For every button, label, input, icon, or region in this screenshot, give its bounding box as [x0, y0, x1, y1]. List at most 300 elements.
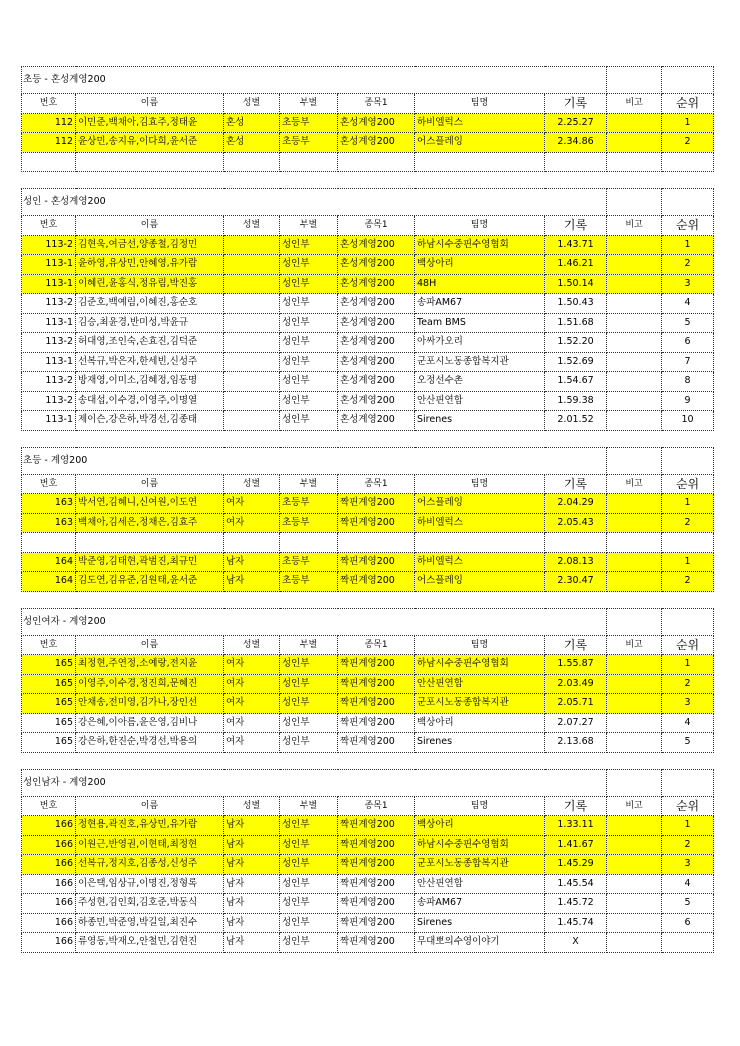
result-row [22, 855, 714, 875]
division-cell: 초등부 [280, 513, 338, 533]
result-row [22, 816, 714, 836]
note-cell [607, 255, 662, 275]
result-row [22, 913, 714, 933]
record-cell: 1.50.43 [545, 294, 607, 314]
empty-cell [338, 533, 415, 553]
team-cell: 안산핀연합 [415, 391, 545, 411]
name-cell: 선복규,정지호,김종성,신성주 [76, 855, 224, 875]
event-cell: 짝핀계영200 [338, 816, 415, 836]
division-cell: 초등부 [280, 572, 338, 592]
header-division: 부별 [280, 635, 338, 655]
team-cell: 백상아리 [415, 713, 545, 733]
event-cell: 짝핀계영200 [338, 655, 415, 675]
empty-cell [607, 608, 662, 635]
record-cell: 1.55.87 [545, 655, 607, 675]
note-cell [607, 235, 662, 255]
note-cell [607, 113, 662, 133]
team-cell: Sirenes [415, 913, 545, 933]
column-header-row [22, 796, 714, 816]
empty-cell [415, 533, 545, 553]
section-title-row [22, 189, 714, 216]
event-cell: 짝핀계영200 [338, 933, 415, 953]
gender-cell [224, 352, 280, 372]
name-cell: 이원근,반영권,이현태,최정현 [76, 835, 224, 855]
section-title: 성인 - 혼성계영200 [22, 189, 607, 216]
rank-cell: 3 [662, 274, 714, 294]
note-cell [607, 513, 662, 533]
event-cell: 혼성계영200 [338, 352, 415, 372]
name-cell: 김도연,김유준,김원태,윤서준 [76, 572, 224, 592]
empty-cell [607, 533, 662, 553]
name-cell: 이혜린,윤홍식,정유림,박진홍 [76, 274, 224, 294]
empty-cell [338, 152, 415, 172]
division-cell: 성인부 [280, 894, 338, 914]
no-cell: 113-2 [22, 372, 76, 392]
event-cell: 짝핀계영200 [338, 713, 415, 733]
empty-cell [280, 533, 338, 553]
section-gap [22, 172, 714, 189]
section-title: 초등 - 혼성계영200 [22, 67, 607, 94]
empty-cell [662, 67, 714, 94]
team-cell: 송파AM67 [415, 894, 545, 914]
rank-cell [662, 933, 714, 953]
header-team: 팀명 [415, 94, 545, 114]
result-row [22, 274, 714, 294]
gap-cell [22, 752, 714, 769]
team-cell: Team BMS [415, 313, 545, 333]
division-cell: 성인부 [280, 933, 338, 953]
record-cell: 2.13.68 [545, 733, 607, 753]
record-cell: 1.59.38 [545, 391, 607, 411]
event-cell: 혼성계영200 [338, 294, 415, 314]
name-cell: 강은하,한진순,박경선,박용의 [76, 733, 224, 753]
result-row [22, 835, 714, 855]
name-cell: 정현용,곽진호,유상민,유가람 [76, 816, 224, 836]
note-cell [607, 874, 662, 894]
team-cell: 오정선수촌 [415, 372, 545, 392]
result-row [22, 294, 714, 314]
header-rank: 순위 [662, 216, 714, 236]
result-row [22, 713, 714, 733]
gender-cell: 여자 [224, 733, 280, 753]
team-cell: 군포시노동종합복지관 [415, 855, 545, 875]
note-cell [607, 713, 662, 733]
header-name: 이름 [76, 94, 224, 114]
event-cell: 혼성계영200 [338, 133, 415, 153]
division-cell: 성인부 [280, 816, 338, 836]
division-cell: 초등부 [280, 494, 338, 514]
division-cell: 성인부 [280, 674, 338, 694]
rank-cell: 2 [662, 255, 714, 275]
header-no: 번호 [22, 796, 76, 816]
section-title: 성인여자 - 계영200 [22, 608, 607, 635]
team-cell: Sirenes [415, 733, 545, 753]
record-cell: 1.50.14 [545, 274, 607, 294]
no-cell: 166 [22, 874, 76, 894]
name-cell: 하종민,박준영,박길일,최진수 [76, 913, 224, 933]
record-cell: 2.01.52 [545, 411, 607, 431]
name-cell: 윤하영,유상민,안혜영,유가람 [76, 255, 224, 275]
name-cell: 강은혜,이아름,윤은영,김비나 [76, 713, 224, 733]
note-cell [607, 855, 662, 875]
division-cell: 성인부 [280, 694, 338, 714]
empty-cell [76, 533, 224, 553]
result-row [22, 133, 714, 153]
record-cell: 1.51.68 [545, 313, 607, 333]
name-cell: 안채송,전미영,김가나,장인선 [76, 694, 224, 714]
note-cell [607, 933, 662, 953]
rank-cell: 10 [662, 411, 714, 431]
result-row [22, 933, 714, 953]
no-cell: 165 [22, 733, 76, 753]
rank-cell: 4 [662, 294, 714, 314]
record-cell: 1.45.29 [545, 855, 607, 875]
empty-cell [280, 152, 338, 172]
division-cell: 성인부 [280, 274, 338, 294]
note-cell [607, 733, 662, 753]
column-header-row [22, 94, 714, 114]
no-cell: 113-2 [22, 391, 76, 411]
no-cell: 164 [22, 552, 76, 572]
section-gap [22, 591, 714, 608]
empty-cell [662, 447, 714, 474]
team-cell: 어스플레잉 [415, 572, 545, 592]
name-cell: 이민준,백채아,김효주,정태윤 [76, 113, 224, 133]
record-cell: 2.34.86 [545, 133, 607, 153]
header-gender: 성별 [224, 635, 280, 655]
gender-cell: 여자 [224, 713, 280, 733]
note-cell [607, 694, 662, 714]
header-division: 부별 [280, 474, 338, 494]
results-sheet [21, 66, 713, 953]
result-row [22, 733, 714, 753]
division-cell: 성인부 [280, 411, 338, 431]
team-cell: 하남시수중핀수영협회 [415, 655, 545, 675]
name-cell: 주성현,김인회,김호준,박동식 [76, 894, 224, 914]
record-cell: 1.45.54 [545, 874, 607, 894]
name-cell: 이은택,임상규,이명진,정형록 [76, 874, 224, 894]
header-note: 비고 [607, 474, 662, 494]
team-cell: 48H [415, 274, 545, 294]
rank-cell: 1 [662, 235, 714, 255]
record-cell: 1.33.11 [545, 816, 607, 836]
result-row [22, 411, 714, 431]
note-cell [607, 274, 662, 294]
rank-cell: 2 [662, 674, 714, 694]
event-cell: 짝핀계영200 [338, 694, 415, 714]
gender-cell: 남자 [224, 933, 280, 953]
header-division: 부별 [280, 796, 338, 816]
team-cell: 어스플레잉 [415, 494, 545, 514]
no-cell: 113-1 [22, 274, 76, 294]
record-cell: 2.07.27 [545, 713, 607, 733]
rank-cell: 1 [662, 655, 714, 675]
record-cell: 1.45.74 [545, 913, 607, 933]
no-cell: 113-2 [22, 235, 76, 255]
event-cell: 짝핀계영200 [338, 894, 415, 914]
empty-cell [224, 533, 280, 553]
name-cell: 선복규,박은자,한세빈,신성주 [76, 352, 224, 372]
event-cell: 혼성계영200 [338, 274, 415, 294]
gender-cell: 혼성 [224, 113, 280, 133]
header-record: 기록 [545, 635, 607, 655]
header-rank: 순위 [662, 635, 714, 655]
gender-cell [224, 235, 280, 255]
event-cell: 혼성계영200 [338, 411, 415, 431]
team-cell: 군포시노동종합복지관 [415, 694, 545, 714]
result-row [22, 894, 714, 914]
event-cell: 짝핀계영200 [338, 572, 415, 592]
rank-cell: 3 [662, 855, 714, 875]
blank-row [22, 533, 714, 553]
note-cell [607, 894, 662, 914]
empty-cell [22, 152, 76, 172]
name-cell: 방재영,이미소,김혜정,임동명 [76, 372, 224, 392]
gender-cell: 여자 [224, 674, 280, 694]
gender-cell: 여자 [224, 513, 280, 533]
note-cell [607, 352, 662, 372]
header-note: 비고 [607, 796, 662, 816]
team-cell: 하비엘럭스 [415, 552, 545, 572]
name-cell: 최정현,주연정,소예랑,전지윤 [76, 655, 224, 675]
note-cell [607, 816, 662, 836]
gender-cell: 남자 [224, 816, 280, 836]
no-cell: 113-2 [22, 294, 76, 314]
gender-cell: 남자 [224, 572, 280, 592]
header-record: 기록 [545, 94, 607, 114]
note-cell [607, 333, 662, 353]
result-row [22, 391, 714, 411]
record-cell: 2.25.27 [545, 113, 607, 133]
name-cell: 김현욱,여금선,양종철,김정민 [76, 235, 224, 255]
note-cell [607, 313, 662, 333]
event-cell: 혼성계영200 [338, 255, 415, 275]
division-cell: 성인부 [280, 333, 338, 353]
gender-cell [224, 411, 280, 431]
gender-cell [224, 274, 280, 294]
results-table [21, 66, 714, 953]
note-cell [607, 674, 662, 694]
division-cell: 초등부 [280, 552, 338, 572]
section-gap [22, 430, 714, 447]
empty-cell [76, 152, 224, 172]
no-cell: 113-1 [22, 255, 76, 275]
header-note: 비고 [607, 216, 662, 236]
division-cell: 성인부 [280, 733, 338, 753]
division-cell: 성인부 [280, 255, 338, 275]
empty-cell [22, 533, 76, 553]
division-cell: 초등부 [280, 133, 338, 153]
header-team: 팀명 [415, 635, 545, 655]
division-cell: 성인부 [280, 855, 338, 875]
division-cell: 성인부 [280, 713, 338, 733]
team-cell: 하비엘럭스 [415, 113, 545, 133]
name-cell: 김준호,백예림,이혜진,홍순호 [76, 294, 224, 314]
header-event: 종목1 [338, 474, 415, 494]
result-row [22, 874, 714, 894]
record-cell: 2.30.47 [545, 572, 607, 592]
division-cell: 성인부 [280, 835, 338, 855]
record-cell: 1.46.21 [545, 255, 607, 275]
no-cell: 164 [22, 572, 76, 592]
gender-cell: 여자 [224, 494, 280, 514]
header-rank: 순위 [662, 474, 714, 494]
result-row [22, 113, 714, 133]
gender-cell: 혼성 [224, 133, 280, 153]
record-cell: X [545, 933, 607, 953]
no-cell: 113-1 [22, 313, 76, 333]
no-cell: 113-1 [22, 411, 76, 431]
note-cell [607, 372, 662, 392]
team-cell: 송파AM67 [415, 294, 545, 314]
header-event: 종목1 [338, 635, 415, 655]
event-cell: 짝핀계영200 [338, 855, 415, 875]
header-division: 부별 [280, 94, 338, 114]
team-cell: 군포시노동종합복지관 [415, 352, 545, 372]
no-cell: 165 [22, 694, 76, 714]
rank-cell: 6 [662, 913, 714, 933]
rank-cell: 1 [662, 494, 714, 514]
empty-cell [662, 152, 714, 172]
note-cell [607, 572, 662, 592]
rank-cell: 2 [662, 133, 714, 153]
event-cell: 혼성계영200 [338, 372, 415, 392]
rank-cell: 5 [662, 313, 714, 333]
header-event: 종목1 [338, 216, 415, 236]
blank-row [22, 152, 714, 172]
event-cell: 혼성계영200 [338, 391, 415, 411]
division-cell: 성인부 [280, 391, 338, 411]
no-cell: 163 [22, 513, 76, 533]
result-row [22, 694, 714, 714]
name-cell: 박서연,김혜니,신여원,이도연 [76, 494, 224, 514]
section-title-row [22, 447, 714, 474]
header-gender: 성별 [224, 94, 280, 114]
name-cell: 백채아,김세은,정채은,김효주 [76, 513, 224, 533]
gender-cell: 남자 [224, 913, 280, 933]
result-row [22, 674, 714, 694]
empty-cell [415, 152, 545, 172]
result-row [22, 494, 714, 514]
rank-cell: 2 [662, 835, 714, 855]
division-cell: 성인부 [280, 655, 338, 675]
note-cell [607, 494, 662, 514]
name-cell: 윤상민,송지유,이다희,윤서준 [76, 133, 224, 153]
empty-cell [662, 769, 714, 796]
event-cell: 혼성계영200 [338, 313, 415, 333]
event-cell: 혼성계영200 [338, 113, 415, 133]
header-record: 기록 [545, 216, 607, 236]
no-cell: 166 [22, 913, 76, 933]
gender-cell: 남자 [224, 894, 280, 914]
empty-cell [662, 533, 714, 553]
rank-cell: 1 [662, 113, 714, 133]
header-name: 이름 [76, 796, 224, 816]
team-cell: 하남시수중핀수영협회 [415, 835, 545, 855]
header-no: 번호 [22, 474, 76, 494]
section-title: 성인남자 - 계영200 [22, 769, 607, 796]
rank-cell: 3 [662, 694, 714, 714]
section-title: 초등 - 계영200 [22, 447, 607, 474]
rank-cell: 6 [662, 333, 714, 353]
header-team: 팀명 [415, 474, 545, 494]
team-cell: 백상아리 [415, 255, 545, 275]
header-name: 이름 [76, 474, 224, 494]
record-cell: 1.45.72 [545, 894, 607, 914]
rank-cell: 8 [662, 372, 714, 392]
no-cell: 166 [22, 933, 76, 953]
division-cell: 성인부 [280, 352, 338, 372]
no-cell: 165 [22, 674, 76, 694]
header-rank: 순위 [662, 94, 714, 114]
empty-cell [607, 447, 662, 474]
header-division: 부별 [280, 216, 338, 236]
record-cell: 1.43.71 [545, 235, 607, 255]
rank-cell: 4 [662, 874, 714, 894]
header-name: 이름 [76, 216, 224, 236]
header-event: 종목1 [338, 94, 415, 114]
header-team: 팀명 [415, 216, 545, 236]
no-cell: 113-2 [22, 333, 76, 353]
note-cell [607, 294, 662, 314]
no-cell: 165 [22, 713, 76, 733]
no-cell: 112 [22, 113, 76, 133]
name-cell: 류영동,박재오,안철민,김현진 [76, 933, 224, 953]
rank-cell: 2 [662, 513, 714, 533]
gender-cell: 남자 [224, 552, 280, 572]
event-cell: 짝핀계영200 [338, 874, 415, 894]
empty-cell [607, 152, 662, 172]
division-cell: 성인부 [280, 235, 338, 255]
gap-cell [22, 591, 714, 608]
header-no: 번호 [22, 635, 76, 655]
rank-cell: 1 [662, 816, 714, 836]
team-cell: 하비엘럭스 [415, 513, 545, 533]
no-cell: 113-1 [22, 352, 76, 372]
rank-cell: 9 [662, 391, 714, 411]
team-cell: 안산핀연합 [415, 674, 545, 694]
gender-cell: 여자 [224, 694, 280, 714]
result-row [22, 572, 714, 592]
event-cell: 혼성계영200 [338, 235, 415, 255]
empty-cell [662, 189, 714, 216]
gender-cell [224, 313, 280, 333]
header-gender: 성별 [224, 216, 280, 236]
division-cell: 성인부 [280, 294, 338, 314]
note-cell [607, 913, 662, 933]
name-cell: 허대영,조인숙,손효진,김덕준 [76, 333, 224, 353]
empty-cell [545, 533, 607, 553]
empty-cell [607, 189, 662, 216]
gap-cell [22, 430, 714, 447]
name-cell: 박준영,김태현,곽범진,최규민 [76, 552, 224, 572]
gender-cell: 남자 [224, 874, 280, 894]
record-cell: 1.41.67 [545, 835, 607, 855]
rank-cell: 7 [662, 352, 714, 372]
header-record: 기록 [545, 474, 607, 494]
record-cell: 2.05.43 [545, 513, 607, 533]
team-cell: 어스플레잉 [415, 133, 545, 153]
no-cell: 112 [22, 133, 76, 153]
result-row [22, 552, 714, 572]
header-note: 비고 [607, 635, 662, 655]
team-cell: 아싸가오리 [415, 333, 545, 353]
empty-cell [607, 67, 662, 94]
rank-cell: 1 [662, 552, 714, 572]
no-cell: 163 [22, 494, 76, 514]
name-cell: 김승,최윤경,반미성,박윤규 [76, 313, 224, 333]
result-row [22, 255, 714, 275]
